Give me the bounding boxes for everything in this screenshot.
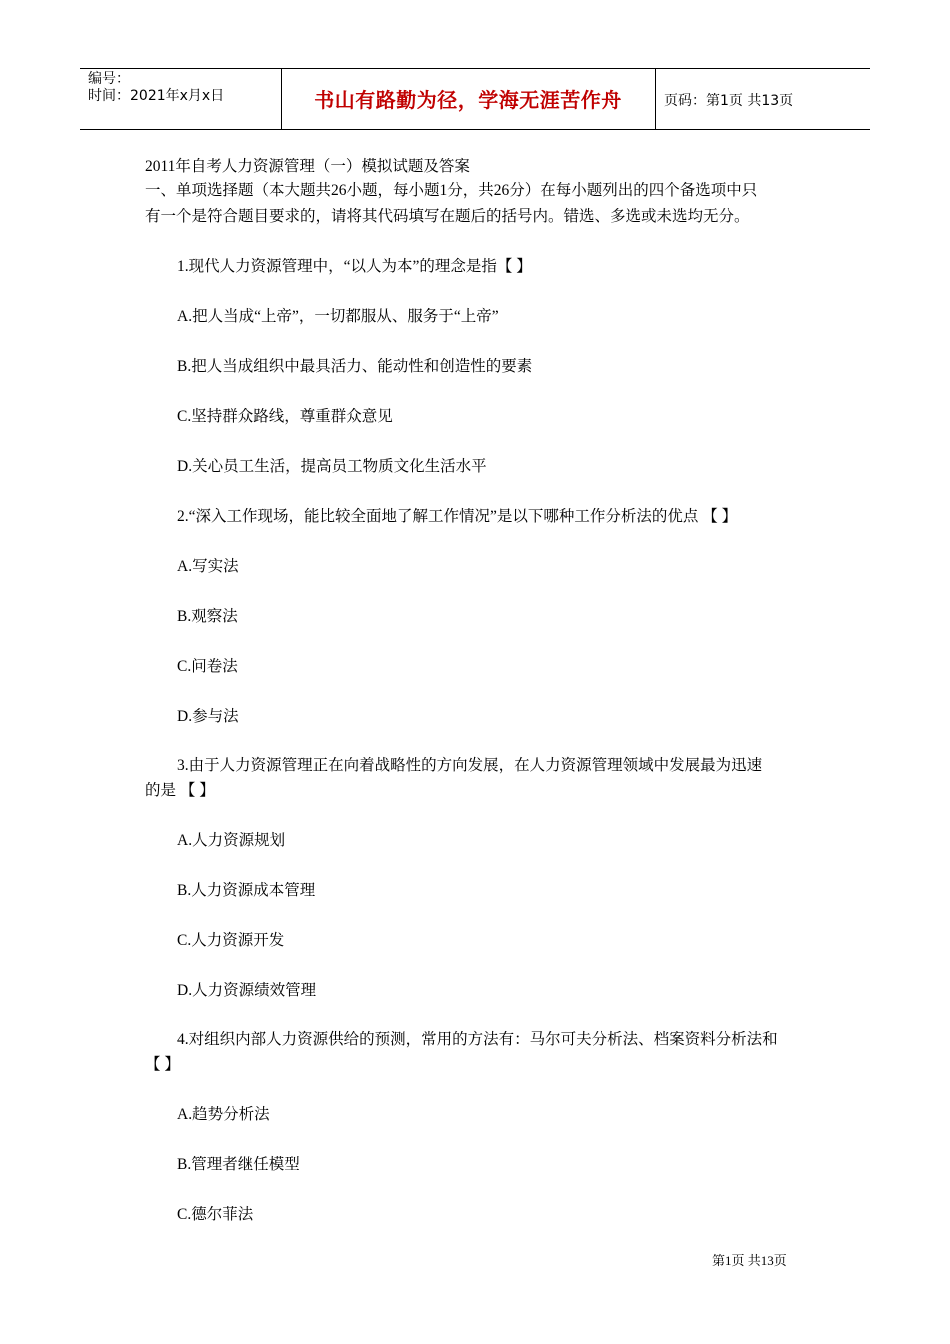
question-2: 2.“深入工作现场，能比较全面地了解工作情况”是以下哪种工作分析法的优点 【 】	[177, 508, 738, 525]
option-1c: C.坚持群众路线，尊重群众意见	[177, 408, 393, 425]
option-3b: B.人力资源成本管理	[177, 882, 316, 899]
header-divider	[655, 69, 656, 129]
number-label: 编号：	[88, 71, 130, 87]
option-1d: D.关心员工生活，提高员工物质文化生活水平	[177, 458, 487, 475]
option-4c: C.德尔菲法	[177, 1206, 254, 1223]
option-2a: A.写实法	[177, 558, 239, 575]
option-1a: A.把人当成“上帝”，一切都服从、服务于“上帝”	[177, 308, 499, 325]
section-intro: 一、单项选择题（本大题共26小题，每小题1分，共26分）在每小题列出的四个备选项中只	[145, 182, 758, 199]
option-1b: B.把人当成组织中最具活力、能动性和创造性的要素	[177, 358, 533, 375]
header-meta	[88, 71, 224, 105]
page-footer: 第1页 共13页	[712, 1253, 787, 1268]
document-title: 2011年自考人力资源管理（一）模拟试题及答案	[145, 158, 470, 175]
option-3a: A.人力资源规划	[177, 832, 286, 849]
option-2d: D.参与法	[177, 708, 239, 725]
question-1: 1.现代人力资源管理中，“以人为本”的理念是指【 】	[177, 258, 532, 275]
page-header	[80, 68, 870, 130]
option-4b: B.管理者继任模型	[177, 1156, 300, 1173]
option-2b: B.观察法	[177, 608, 238, 625]
header-motto: 书山有路勤为径，学海无涯苦作舟	[314, 88, 622, 112]
option-3d: D.人力资源绩效管理	[177, 982, 317, 999]
option-4a: A.趋势分析法	[177, 1106, 270, 1123]
question-3: 3.由于人力资源管理正在向着战略性的方向发展，在人力资源管理领域中发展最为迅速	[177, 757, 763, 774]
header-page-info: 页码：第1页 共13页	[664, 93, 794, 109]
time-label: 时间：2021年x月x日	[88, 88, 225, 104]
question-4: 4.对组织内部人力资源供给的预测，常用的方法有：马尔可夫分析法、档案资料分析法和	[177, 1031, 778, 1048]
question-3-continued: 的是 【 】	[145, 782, 215, 799]
option-3c: C.人力资源开发	[177, 932, 285, 949]
option-2c: C.问卷法	[177, 658, 238, 675]
question-4-continued: 【 】	[145, 1056, 180, 1073]
section-intro: 有一个是符合题目要求的，请将其代码填写在题后的括号内。错选、多选或未选均无分。	[145, 208, 750, 225]
